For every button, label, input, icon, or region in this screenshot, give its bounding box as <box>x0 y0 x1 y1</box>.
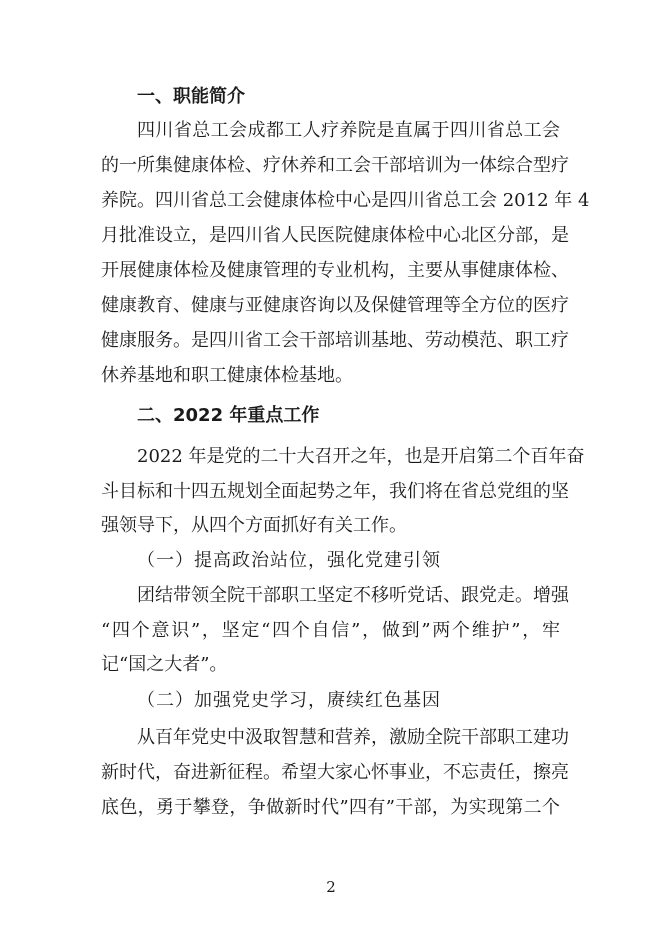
paragraph-line: “四个意识”，坚定“四个自信”，做到”两个维护”，牢 <box>101 620 560 641</box>
section-heading: 二、2022 年重点工作 <box>137 405 320 426</box>
paragraph-line: 从百年党史中汲取智慧和营养，激励全院干部职工建功 <box>137 727 569 748</box>
paragraph-line: 养院。四川省总工会健康体检中心是四川省总工会 2012 年 4 <box>101 190 590 211</box>
paragraph-line: 底色，勇于攀登，争做新时代”四有”干部，为实现第二个 <box>101 797 560 818</box>
paragraph-line: 新时代，奋进新征程。希望大家心怀事业，不忘责任，擦亮 <box>101 762 569 783</box>
paragraph-line: 健康教育、健康与亚健康咨询以及保健管理等全方位的医疗 <box>101 295 569 316</box>
page-number: 2 <box>326 878 336 896</box>
subsection-heading: （二）加强党史学习，赓续红色基因 <box>137 690 441 711</box>
subsection-heading: （一）提高政治站位，强化党建引领 <box>137 550 441 571</box>
paragraph-line: 月批准设立，是四川省人民医院健康体检中心北区分部，是 <box>101 225 569 246</box>
paragraph-line: 开展健康体检及健康管理的专业机构，主要从事健康体检、 <box>101 260 569 281</box>
paragraph-line: 四川省总工会成都工人疗养院是直属于四川省总工会 <box>137 120 560 141</box>
paragraph-line: 记“国之大者”。 <box>101 654 228 675</box>
paragraph-line: 斗目标和十四五规划全面起势之年，我们将在省总党组的坚 <box>101 481 569 502</box>
paragraph-line: 休养基地和职工健康体检基地。 <box>101 365 353 386</box>
paragraph-line: 2022 年是党的二十大召开之年，也是开启第二个百年奋 <box>137 446 585 467</box>
section-heading: 一、职能简介 <box>137 86 245 107</box>
paragraph-line: 团结带领全院干部职工坚定不移听党话、跟党走。增强 <box>137 585 569 606</box>
paragraph-line: 健康服务。是四川省工会干部培训基地、劳动模范、职工疗 <box>101 330 569 351</box>
paragraph-line: 强领导下，从四个方面抓好有关工作。 <box>101 515 407 536</box>
paragraph-line: 的一所集健康体检、疗休养和工会干部培训为一体综合型疗 <box>101 155 569 176</box>
